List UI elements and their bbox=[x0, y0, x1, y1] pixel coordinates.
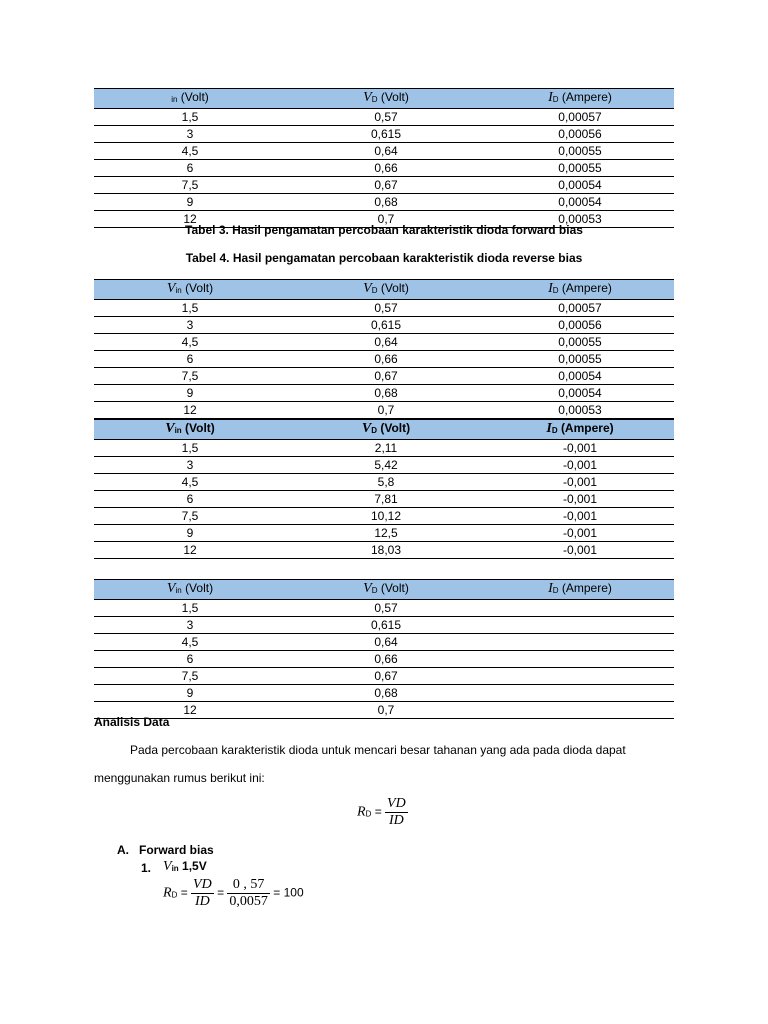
cell-vin: 12 bbox=[94, 402, 286, 420]
header-vd: VD (Volt) bbox=[286, 580, 486, 600]
cell-vin: 9 bbox=[94, 385, 286, 402]
cell-id: -0,001 bbox=[486, 491, 674, 508]
cell-vin: 4,5 bbox=[94, 474, 286, 491]
cell-id: -0,001 bbox=[486, 440, 674, 457]
header-id: ID (Ampere) bbox=[486, 89, 674, 109]
caption-table-3: Tabel 3. Hasil pengamatan percobaan karakteristik dioda forward bias bbox=[185, 223, 583, 237]
cell-id bbox=[486, 702, 674, 719]
cell-vd: 0,7 bbox=[286, 402, 486, 420]
cell-vd: 0,615 bbox=[286, 317, 486, 334]
cell-vin: 7,5 bbox=[94, 368, 286, 385]
table-row bbox=[94, 617, 674, 634]
table-row bbox=[94, 126, 674, 143]
table-row bbox=[94, 600, 674, 617]
cell-vd: 0,615 bbox=[286, 617, 486, 634]
cell-vd: 2,11 bbox=[286, 440, 486, 457]
item-1-title: Vin 1,5V bbox=[163, 859, 207, 874]
cell-vd: 0,57 bbox=[286, 109, 486, 126]
table-header-row bbox=[94, 580, 674, 600]
cell-id: 0,00057 bbox=[486, 109, 674, 126]
cell-vd: 0,66 bbox=[286, 160, 486, 177]
cell-vd: 0,7 bbox=[286, 702, 486, 719]
cell-vin: 9 bbox=[94, 685, 286, 702]
cell-vin: 9 bbox=[94, 194, 286, 211]
cell-vd: 0,67 bbox=[286, 368, 486, 385]
cell-vin: 7,5 bbox=[94, 177, 286, 194]
cell-vin: 1,5 bbox=[94, 300, 286, 317]
formula-fraction: $\frac{VD}{ID}$ bbox=[387, 796, 406, 828]
cell-id: 0,00053 bbox=[486, 402, 674, 420]
cell-vin: 6 bbox=[94, 651, 286, 668]
table-row bbox=[94, 525, 674, 542]
table-forward-reverse bbox=[94, 279, 674, 559]
header-vd: VD (Volt) bbox=[286, 89, 486, 109]
cell-vd: 0,64 bbox=[286, 634, 486, 651]
cell-id: 0,00054 bbox=[486, 177, 674, 194]
table-row bbox=[94, 491, 674, 508]
table-row bbox=[94, 685, 674, 702]
resistance-formula: RD = $\frac{VD}{ID}$ bbox=[357, 796, 406, 828]
cell-vd: 0,68 bbox=[286, 685, 486, 702]
section-a-title: Forward bias bbox=[139, 843, 214, 857]
table-row bbox=[94, 334, 674, 351]
cell-vin: 3 bbox=[94, 617, 286, 634]
cell-id: 0,00054 bbox=[486, 368, 674, 385]
cell-id: 0,00055 bbox=[486, 334, 674, 351]
cell-vin: 4,5 bbox=[94, 143, 286, 160]
table-row bbox=[94, 440, 674, 457]
table-row bbox=[94, 508, 674, 525]
cell-vin: 12 bbox=[94, 542, 286, 559]
cell-vin: 1,5 bbox=[94, 109, 286, 126]
header-id: ID (Ampere) bbox=[486, 580, 674, 600]
analysis-heading: Analisis Data bbox=[94, 715, 170, 729]
cell-vd: 0,66 bbox=[286, 651, 486, 668]
table-row bbox=[94, 651, 674, 668]
table-row bbox=[94, 109, 674, 126]
cell-vd: 18,03 bbox=[286, 542, 486, 559]
cell-vin: 4,5 bbox=[94, 634, 286, 651]
table-forward-empty-id bbox=[94, 579, 674, 719]
cell-vin: 1,5 bbox=[94, 600, 286, 617]
cell-vd: 0,64 bbox=[286, 143, 486, 160]
cell-vd: 0,57 bbox=[286, 300, 486, 317]
header-id: ID (Ampere) bbox=[486, 280, 674, 300]
table-row bbox=[94, 474, 674, 491]
cell-vd: 5,42 bbox=[286, 457, 486, 474]
cell-vin: 6 bbox=[94, 491, 286, 508]
cell-vin: 4,5 bbox=[94, 334, 286, 351]
table-row bbox=[94, 160, 674, 177]
table-row bbox=[94, 368, 674, 385]
cell-id: 0,00054 bbox=[486, 194, 674, 211]
cell-vd: 0,57 bbox=[286, 600, 486, 617]
analysis-paragraph-line-2: menggunakan rumus berikut ini: bbox=[94, 771, 265, 785]
item-1-label: 1. bbox=[141, 861, 152, 875]
header-id: ID (Ampere) bbox=[486, 419, 674, 440]
cell-id: -0,001 bbox=[486, 508, 674, 525]
table-header-row bbox=[94, 89, 674, 109]
calc-fraction-numeric: $\frac{0 , 57}{0,0057}$ bbox=[229, 877, 268, 909]
cell-vin: 3 bbox=[94, 457, 286, 474]
cell-vd: 7,81 bbox=[286, 491, 486, 508]
table-row bbox=[94, 194, 674, 211]
header-vin: in (Volt) bbox=[94, 89, 286, 109]
cell-id: 0,00054 bbox=[486, 385, 674, 402]
section-a-label: A. bbox=[117, 843, 129, 857]
header-vin: Vin (Volt) bbox=[94, 419, 286, 440]
cell-id: 0,00055 bbox=[486, 160, 674, 177]
cell-vin: 6 bbox=[94, 160, 286, 177]
table-row bbox=[94, 351, 674, 368]
table-row bbox=[94, 668, 674, 685]
header-vd: VD (Volt) bbox=[286, 419, 486, 440]
table-row bbox=[94, 542, 674, 559]
table-row bbox=[94, 385, 674, 402]
caption-table-4: Tabel 4. Hasil pengamatan percobaan karakteristik dioda reverse bias bbox=[185, 251, 583, 265]
analysis-paragraph-line-1: Pada percobaan karakteristik dioda untuk mencari besar tahanan yang ada pada dioda dapat bbox=[130, 743, 626, 757]
table-row bbox=[94, 402, 674, 420]
cell-vin: 9 bbox=[94, 525, 286, 542]
table-row bbox=[94, 634, 674, 651]
table-header-row-reverse bbox=[94, 419, 674, 440]
cell-vd: 0,68 bbox=[286, 385, 486, 402]
cell-vin: 3 bbox=[94, 317, 286, 334]
table-forward-bias-top bbox=[94, 88, 674, 228]
cell-id: -0,001 bbox=[486, 474, 674, 491]
cell-vd: 10,12 bbox=[286, 508, 486, 525]
cell-id: -0,001 bbox=[486, 542, 674, 559]
cell-vin: 12 bbox=[94, 211, 286, 228]
table-row bbox=[94, 317, 674, 334]
cell-id: 0,00056 bbox=[486, 317, 674, 334]
cell-id bbox=[486, 600, 674, 617]
table-row bbox=[94, 457, 674, 474]
cell-vd: 0,615 bbox=[286, 126, 486, 143]
cell-vin: 7,5 bbox=[94, 508, 286, 525]
cell-vd: 5,8 bbox=[286, 474, 486, 491]
cell-vd: 0,68 bbox=[286, 194, 486, 211]
calculation-forward-1: RD = $\frac{VD}{ID}$ = $\frac{0 , 57}{0,0057}$ = 100 bbox=[163, 877, 304, 909]
cell-id: 0,00057 bbox=[486, 300, 674, 317]
cell-vd: 12,5 bbox=[286, 525, 486, 542]
cell-vd: 0,7 bbox=[286, 211, 486, 228]
cell-id: -0,001 bbox=[486, 457, 674, 474]
cell-vd: 0,67 bbox=[286, 177, 486, 194]
cell-id bbox=[486, 668, 674, 685]
table-row bbox=[94, 143, 674, 160]
table-header-row bbox=[94, 280, 674, 300]
cell-id bbox=[486, 617, 674, 634]
calc-fraction-symbolic: $\frac{VD}{ID}$ bbox=[193, 877, 212, 909]
cell-id bbox=[486, 634, 674, 651]
header-vin: Vin (Volt) bbox=[94, 280, 286, 300]
cell-id: 0,00053 bbox=[486, 211, 674, 228]
cell-vin: 3 bbox=[94, 126, 286, 143]
cell-vd: 0,67 bbox=[286, 668, 486, 685]
cell-id: 0,00056 bbox=[486, 126, 674, 143]
cell-id bbox=[486, 685, 674, 702]
table-row bbox=[94, 177, 674, 194]
header-vd: VD (Volt) bbox=[286, 280, 486, 300]
cell-vd: 0,64 bbox=[286, 334, 486, 351]
cell-vd: 0,66 bbox=[286, 351, 486, 368]
table-row bbox=[94, 300, 674, 317]
cell-id: -0,001 bbox=[486, 525, 674, 542]
cell-id bbox=[486, 651, 674, 668]
cell-id: 0,00055 bbox=[486, 143, 674, 160]
cell-vin: 1,5 bbox=[94, 440, 286, 457]
header-vin: Vin (Volt) bbox=[94, 580, 286, 600]
cell-vin: 7,5 bbox=[94, 668, 286, 685]
table-row bbox=[94, 702, 674, 719]
cell-id: 0,00055 bbox=[486, 351, 674, 368]
cell-vin: 12 bbox=[94, 702, 286, 719]
cell-vin: 6 bbox=[94, 351, 286, 368]
